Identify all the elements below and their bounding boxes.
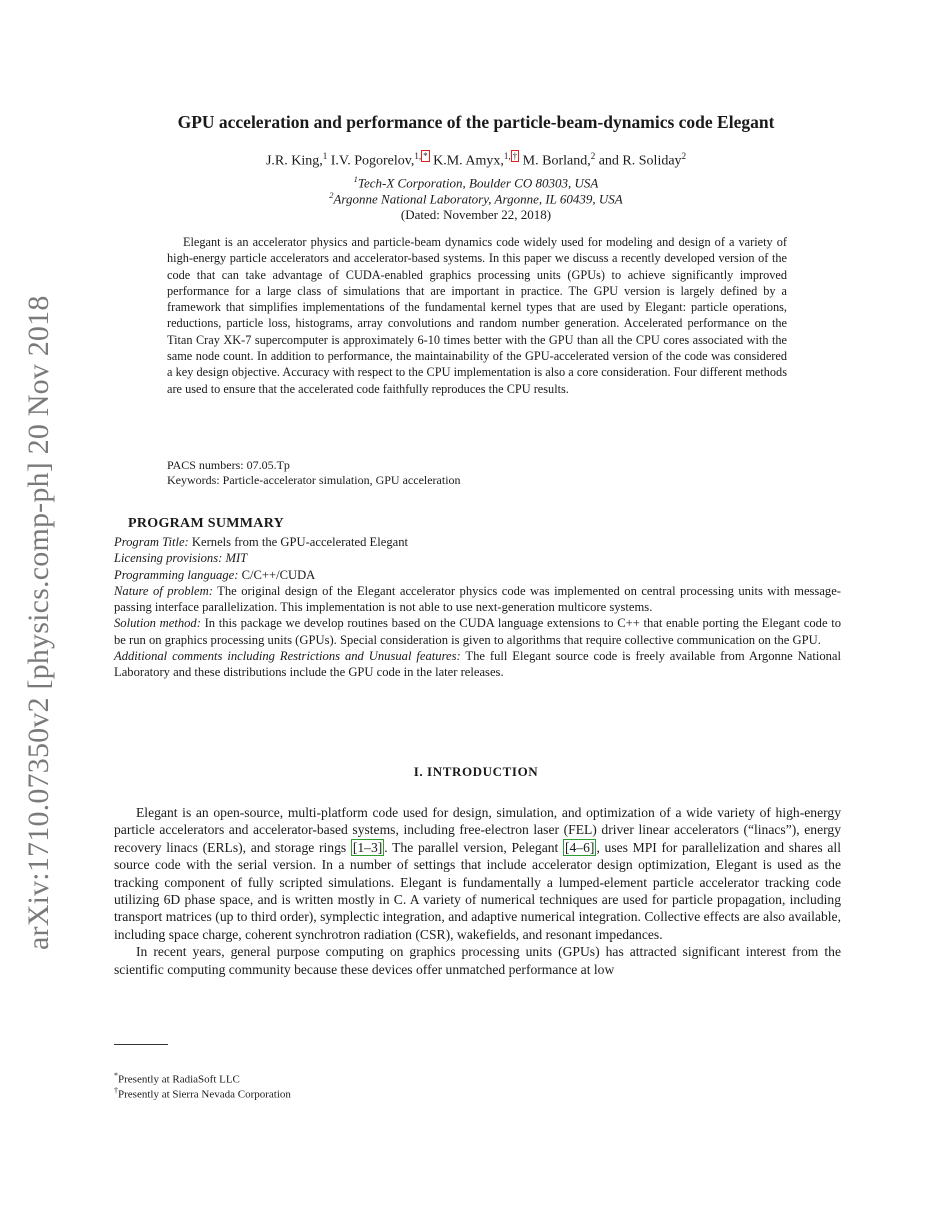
footnote: †Presently at Sierra Nevada Corporation [114,1086,291,1101]
program-summary-heading: PROGRAM SUMMARY [128,516,285,531]
affiliation-mark: 1, † [503,151,518,161]
author: and R. Soliday [598,153,682,169]
citation-link[interactable]: [4–6] [564,839,595,855]
abstract: Elegant is an accelerator physics and particle-beam dynamics code widely used for modeling and design of a variety of high-energy particle accelerators and accelerator-based systems. In this paper we discuss a recently developed version of the code that can take advantage of CUDA-enabled graphics processing units (GPUs) to achieve significantly improved performance for a large class of simulations that are important in practice. The GPU version is largely defined by a framework that simplifies implementations of the fundamental kernel types that are used by Elegant: particle operations, reductions, particle loss, histograms, array convolutions and random number generation. Accelerated performance on the Titan Cray XK-7 supercomputer is approximately 6-10 times better with the GPU than all the CPU cores associated with the same node count. In addition to performance, the maintainability of the GPU-accelerated version of the code was considered a key design objective. Accuracy with respect to the CPU implementation is also a core consideration. Four different methods are used to ensure that the accelerated code faithfully reproduces the CPU results. [167,235,787,396]
footnote-link[interactable]: † [512,151,518,161]
summary-item: Nature of problem: The original design of the Elegant accelerator physics code was implemented on central processing units with message-passing interface parallelization. This implementation is not able to use next-generation multicore systems. [114,583,842,615]
summary-item: Program Title: Kernels from the GPU-accelerated Elegant [114,535,409,549]
arxiv-identifier: arXiv:1710.07350v2 [physics.comp-ph] 20 Nov 2018 [22,295,55,950]
footnote-divider [114,1044,168,1045]
affiliation: $^1$Tech-X Corporation, Boulder CO 80303, USA [353,174,599,191]
section-heading: I. INTRODUCTION [413,764,539,779]
author: J.R. King, [265,153,323,169]
introduction-body [114,804,841,978]
affiliation-mark: 2 [590,151,596,161]
author: M. Borland, [522,153,591,169]
author-list [0,151,952,170]
summary-item: Additional comments including Restrictions and Unusual features: The full Elegant source code is freely available from Argonne National Laboratory and these distributions include the GPU code in the later releases. [114,649,841,680]
paragraph: In recent years, general purpose computing on graphics processing units (GPUs) has attracted significant interest from the scientific computing community because these devices offer unmatched performance at low [114,944,841,977]
summary-item: Licensing provisions: MIT [114,551,248,566]
summary-item: Programming language: C/C++/CUDA [114,567,316,582]
paper-title: GPU acceleration and performance of the particle-beam-dynamics code Elegant [177,112,775,132]
affiliation-mark: 1, * [414,151,428,161]
pacs-numbers: PACS numbers: 07.05.Tp [167,458,290,472]
affiliation-mark: 2 [681,151,687,161]
citation-link[interactable]: [1–3] [352,839,383,855]
footnote: *Presently at RadiaSoft LLC [114,1071,240,1086]
summary-item: Solution method: In this package we develop routines based on the CUDA language extensions to C++ that enable porting the Elegant code to be run on graphics processing units (GPUs). Special consideration is given to algorithms that require collective communication on the GPU. [114,616,841,647]
author: K.M. Amyx, [433,153,504,169]
paragraph: Elegant is an open-source, multi-platform code used for design, simulation, and optimization of a wide variety of high-energy particle accelerators and accelerator-based systems, including free-electron laser (FEL) driver linear accelerators (“linacs”), energy recovery linacs (ERLs), and storage rings [1–3] . The parallel version, Pelegant [4–6] , uses MPI for parallelization and shares all source code with the serial version. In a number of settings that include accelerator design optimization, Elegant is used as the tracking component of fully scripted simulations. Elegant is fundamentally a lumped-element particle accelerator tracking code utilizing 6D phase space, and is written mostly in C. A variety of numerical techniques are used for particle propagation, including transport matrices (up to third order), symplectic integration, and adaptive numerical integration. Collective effects are also available, including space charge, coherent synchrotron radiation (CSR), wakefields, and resonant impedances. [114,805,841,942]
date-line: (Dated: November 22, 2018) [400,207,552,222]
affiliation: $^2$Argonne National Laboratory, Argonne, IL 60439, USA [329,190,623,207]
affiliation-mark: 1 [322,151,328,161]
keywords: Keywords: Particle-accelerator simulation, GPU acceleration [167,473,461,487]
author: I.V. Pogorelov, [330,153,415,169]
program-summary [114,534,841,681]
footnote-link[interactable]: * [423,151,428,161]
